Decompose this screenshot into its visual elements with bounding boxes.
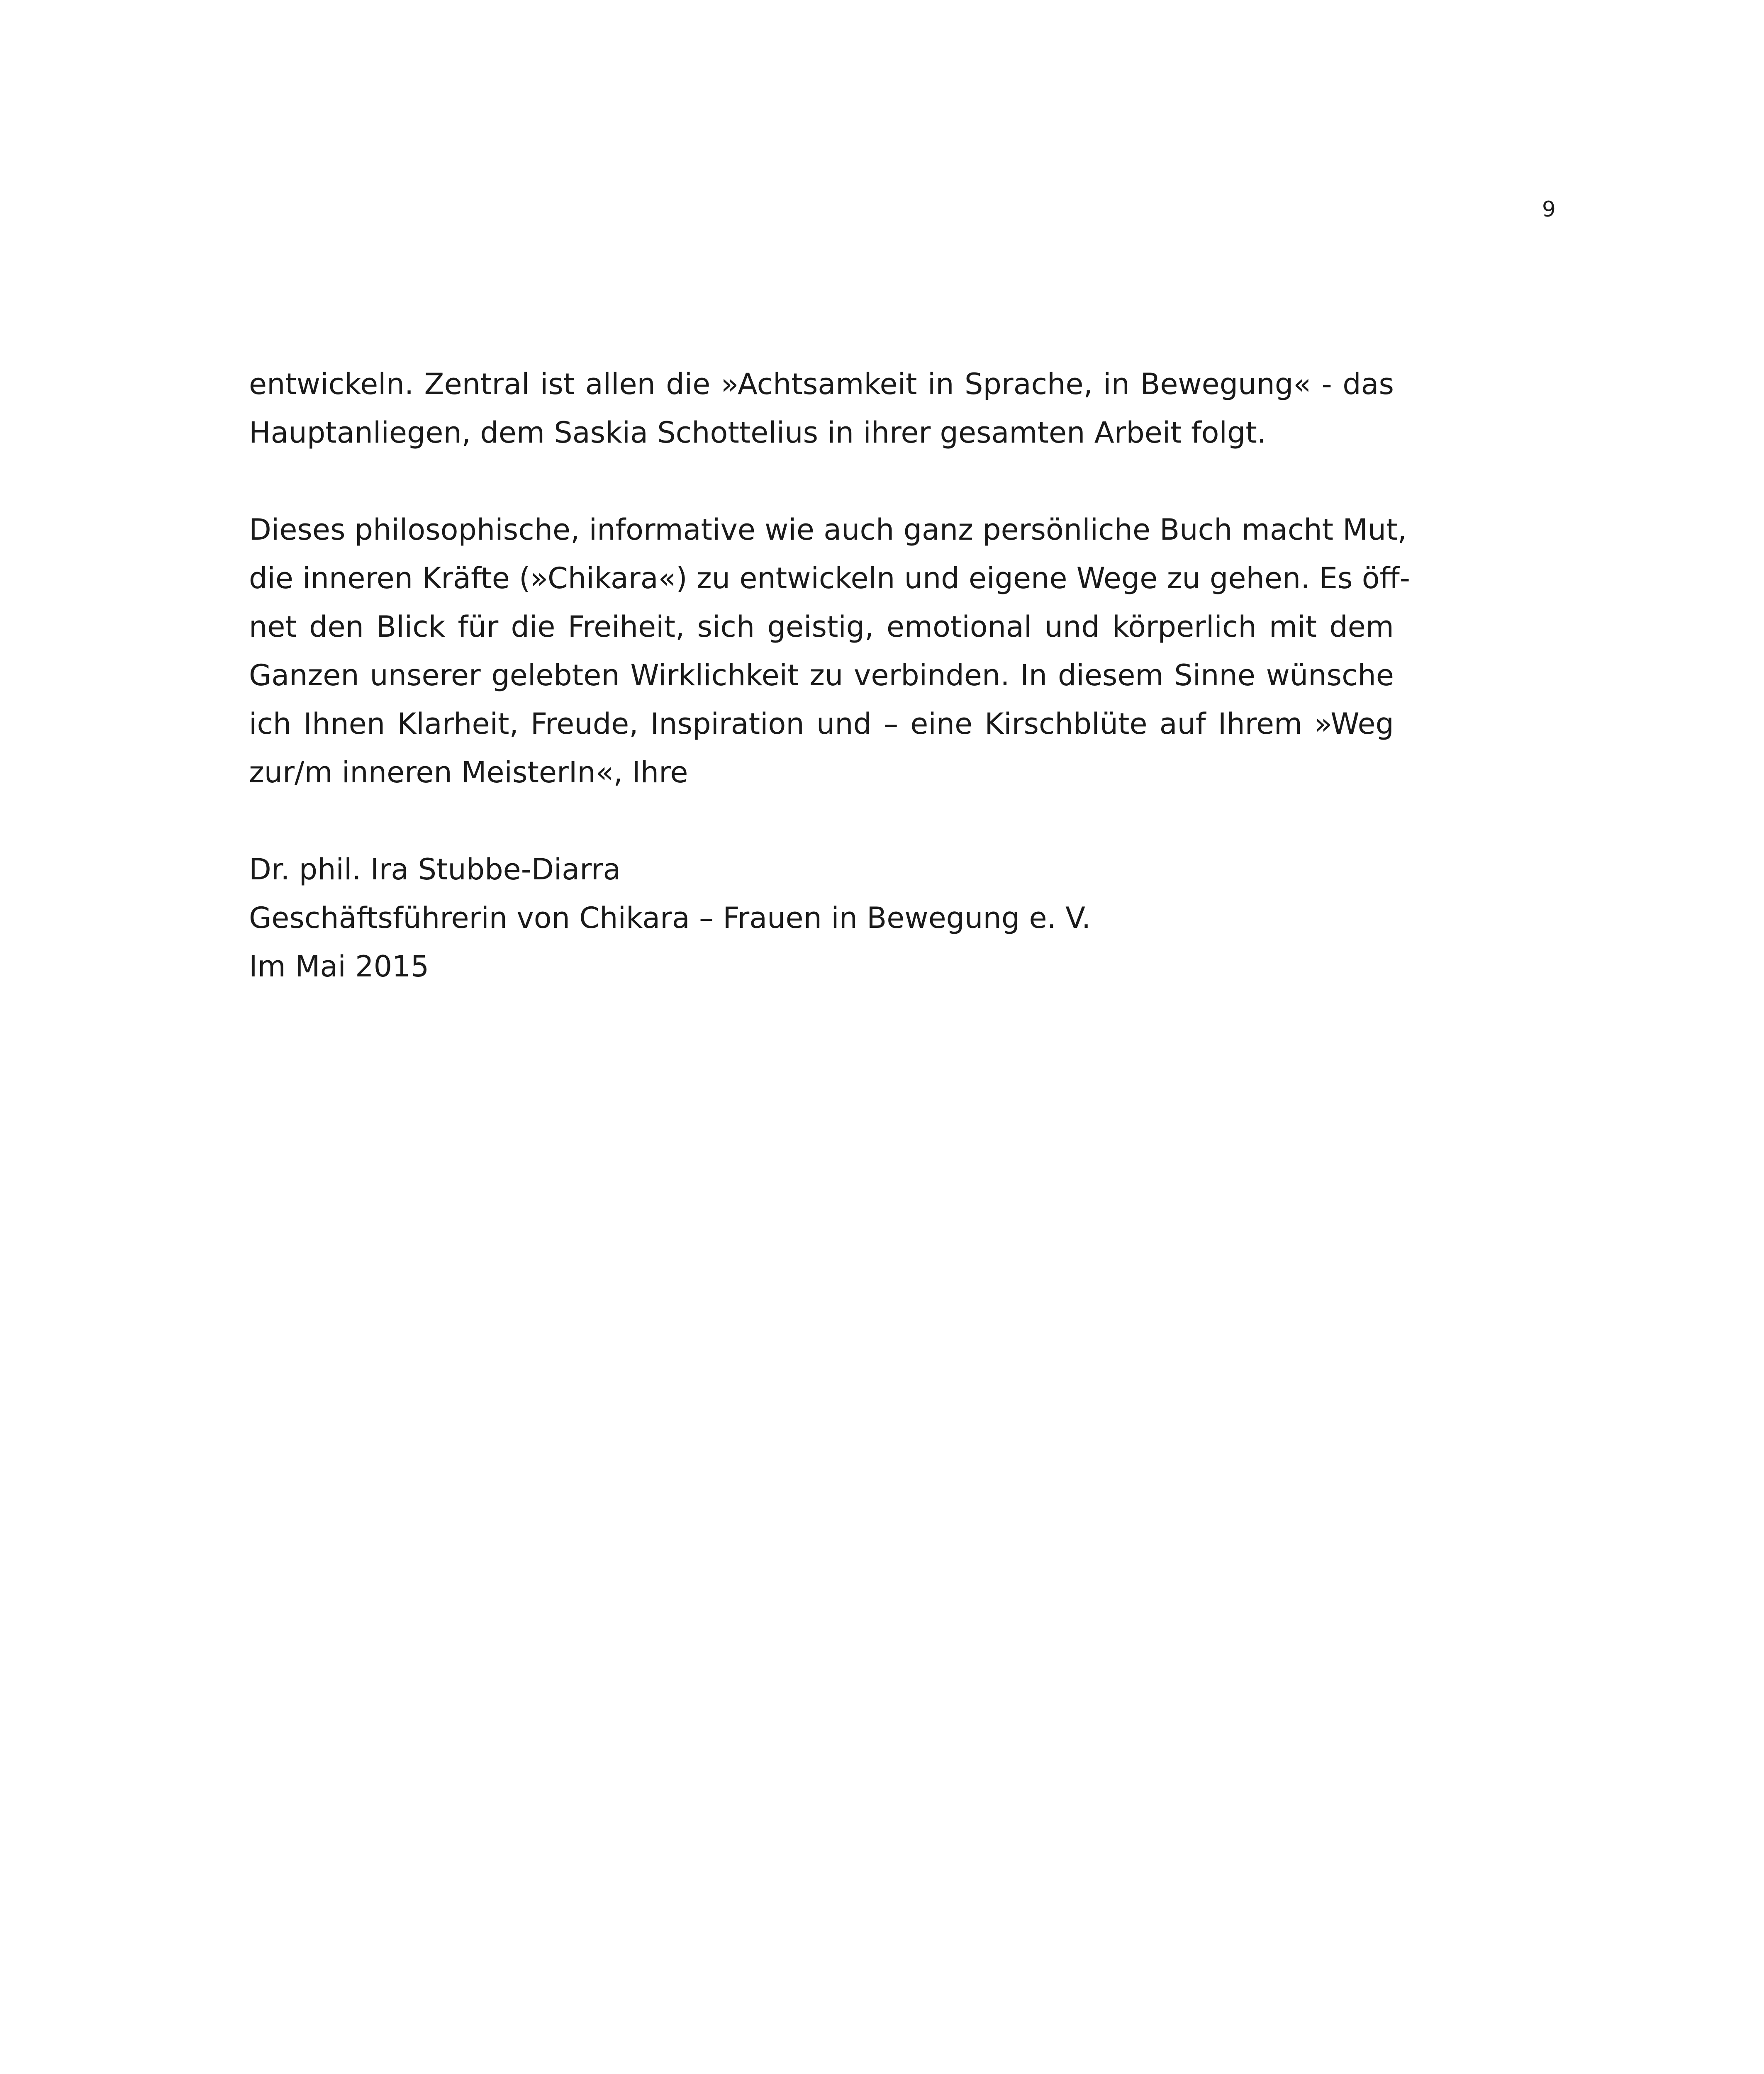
text-line: ich Ihnen Klarheit, Freude, Inspiration und – eine Kirschblüte auf Ihrem »Weg [249,707,1394,741]
signature-name: Dr. phil. Ira Stubbe-Diarra [249,852,621,886]
body-text [249,360,1411,991]
text-line: entwickeln. Zentral ist allen die »Achtsamkeit in Sprache, in Bewegung« - das [249,367,1394,401]
page-number: 9 [1542,197,1556,222]
paragraph-2 [249,506,1411,797]
paragraph-1 [249,360,1394,457]
text-line: net den Blick für die Freiheit, sich geistig, emotional und körperlich mit dem [249,610,1394,644]
text-line: zur/m inneren MeisterIn«, Ihre [249,755,688,789]
text-line: Hauptanliegen, dem Saskia Schottelius in ihrer gesamten Arbeit folgt. [249,416,1267,450]
signature-role: Geschäftsführerin von Chikara – Frauen in Bewegung e. V. [249,901,1091,935]
paragraph-gap [249,457,1394,506]
paragraph-gap [249,797,1394,845]
signature-date: Im Mai 2015 [249,949,429,983]
text-line: die inneren Kräfte (»Chikara«) zu entwickeln und eigene Wege zu gehen. Es öff- [249,561,1411,595]
signature-block [249,845,1394,991]
text-line: Ganzen unserer gelebten Wirklichkeit zu verbinden. In diesem Sinne wünsche [249,658,1394,692]
text-line: Dieses philosophische, informative wie auch ganz persönliche Buch macht Mut, [249,513,1407,547]
